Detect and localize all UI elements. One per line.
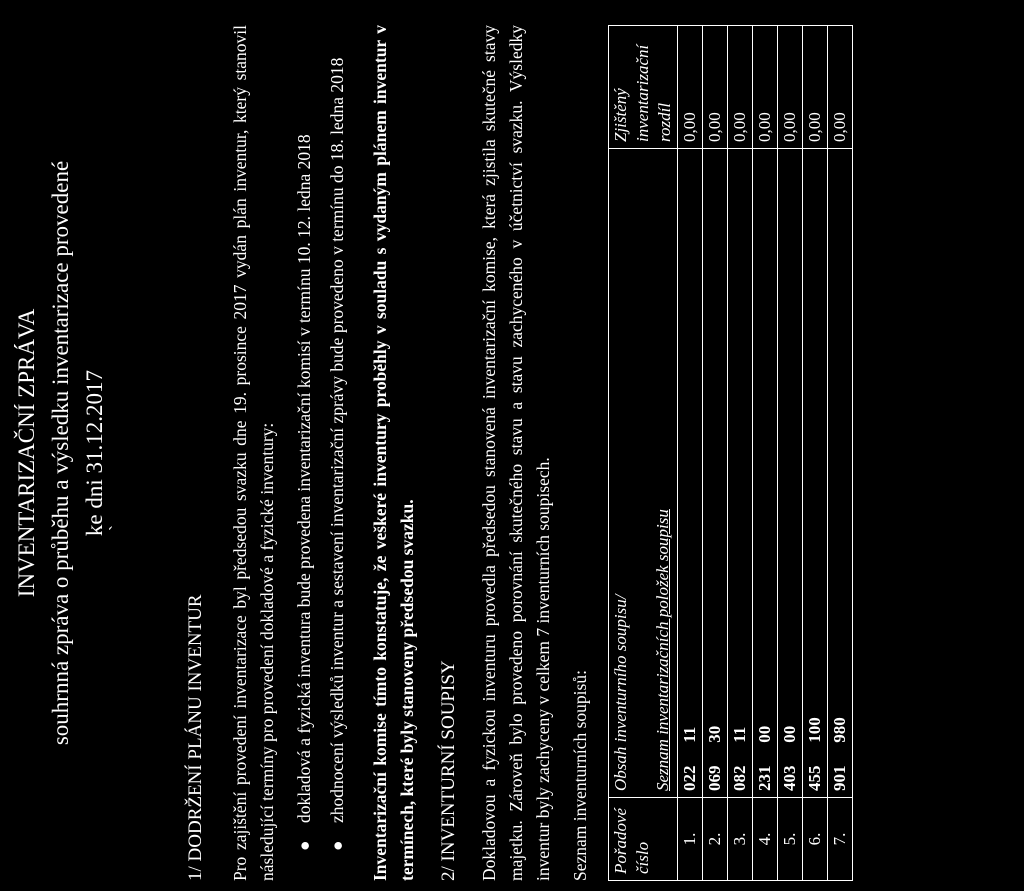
row-difference: 0,00: [678, 26, 703, 149]
section-1-heading: 1/ DODRŽENÍ PLÁNU INVENTUR: [185, 594, 206, 881]
commission-statement: Inventarizační komise tímto konstatuje, že veškeré inventury proběhly v souladu s vydaným plánem inventur v termínech, které byly stanoveny předsedou svazku.: [370, 25, 417, 881]
row-number: 5.: [778, 798, 803, 881]
row-number: 6.: [803, 798, 828, 881]
schedule-item: [324, 25, 351, 851]
row-account: [803, 149, 828, 798]
header-difference: Zjištěný inventarizační rozdíl: [609, 26, 678, 149]
report-title: INVENTARIZAČNÍ ZPRÁVA: [14, 308, 39, 598]
row-difference: 0,00: [753, 26, 778, 149]
account-number: 231: [755, 765, 774, 791]
row-number: 3.: [728, 798, 753, 881]
inventory-table: [608, 25, 853, 881]
row-account: [828, 149, 853, 798]
bullet-icon: ●: [294, 840, 314, 851]
report-date: ke dni 31.12.2017: [82, 369, 107, 537]
account-suffix: 11: [680, 726, 699, 743]
table-row: [678, 26, 703, 881]
row-difference: 0,00: [778, 26, 803, 149]
account-suffix: 11: [730, 726, 749, 743]
row-difference: 0,00: [803, 26, 828, 149]
row-difference: 0,00: [828, 26, 853, 149]
table-row: [828, 26, 853, 881]
table-row: [803, 26, 828, 881]
row-difference: 0,00: [703, 26, 728, 149]
table-row: [753, 26, 778, 881]
row-number: 2.: [703, 798, 728, 881]
schedule-list: [291, 25, 351, 881]
account-suffix: 100: [805, 717, 824, 743]
row-number: 7.: [828, 798, 853, 881]
account-number: 082: [730, 765, 749, 791]
row-account: [728, 149, 753, 798]
section-2-paragraph: Dokladovou a fyzickou inventuru provedla předsedou stanovená inventarizační komise, která zjistila skutečné stavy majetku. Zároveň bylo provedeno porovnání skutečného stavu a stavu zachyceného v účetnictví svazku. Výsledky inventur byly zachyceny v celkem 7 inventurních soupisech.: [479, 25, 553, 881]
account-number: 069: [705, 765, 724, 791]
report-subtitle: souhrnná zpráva o průběhu a výsledku inventarizace provedené: [48, 160, 73, 746]
section-2-heading: 2/ INVENTURNÍ SOUPISY: [438, 660, 459, 881]
scan-mark-icon: `: [106, 525, 126, 531]
header-contents-subtitle: Seznam inventarizačních položek soupisu: [653, 509, 672, 791]
section-1-paragraph: Pro zajištění provedení inventarizace byl předsedou svazku dne 19. prosince 2017 vydán plán inventur, který stanovil následující termíny pro provedení dokladové a fyzické inventury:: [230, 25, 277, 881]
schedule-item-text: dokladová a fyzická inventura bude provedena inventarizační komisí v termínu 10. 12. ledna 2018: [294, 134, 314, 823]
header-contents: [609, 149, 678, 798]
table-row: [728, 26, 753, 881]
bullet-icon: ●: [327, 840, 347, 851]
table-header-row: [609, 26, 678, 881]
account-number: 403: [780, 765, 799, 791]
row-account: [703, 149, 728, 798]
schedule-item: [291, 25, 318, 851]
account-number: 901: [830, 765, 849, 791]
account-suffix: 980: [830, 717, 849, 743]
list-title: Seznam inventurních soupisů:: [570, 670, 590, 881]
title-block: [10, 25, 112, 881]
schedule-item-text: zhodnocení výsledků inventur a sestavení inventarizační zprávy bude provedeno v termínu do 18. ledna 2018: [327, 57, 347, 823]
account-suffix: 00: [755, 725, 774, 743]
header-contents-title: Obsah inventurního soupisu/: [611, 594, 630, 791]
account-suffix: 30: [705, 725, 724, 743]
table-row: [778, 26, 803, 881]
row-account: [778, 149, 803, 798]
account-suffix: 00: [780, 725, 799, 743]
table-row: [703, 26, 728, 881]
row-number: 1.: [678, 798, 703, 881]
row-account: [753, 149, 778, 798]
header-order-number: Pořadové číslo: [609, 798, 678, 881]
account-number: 455: [805, 765, 824, 791]
row-difference: 0,00: [728, 26, 753, 149]
account-number: 022: [680, 765, 699, 791]
row-number: 4.: [753, 798, 778, 881]
row-account: [678, 149, 703, 798]
